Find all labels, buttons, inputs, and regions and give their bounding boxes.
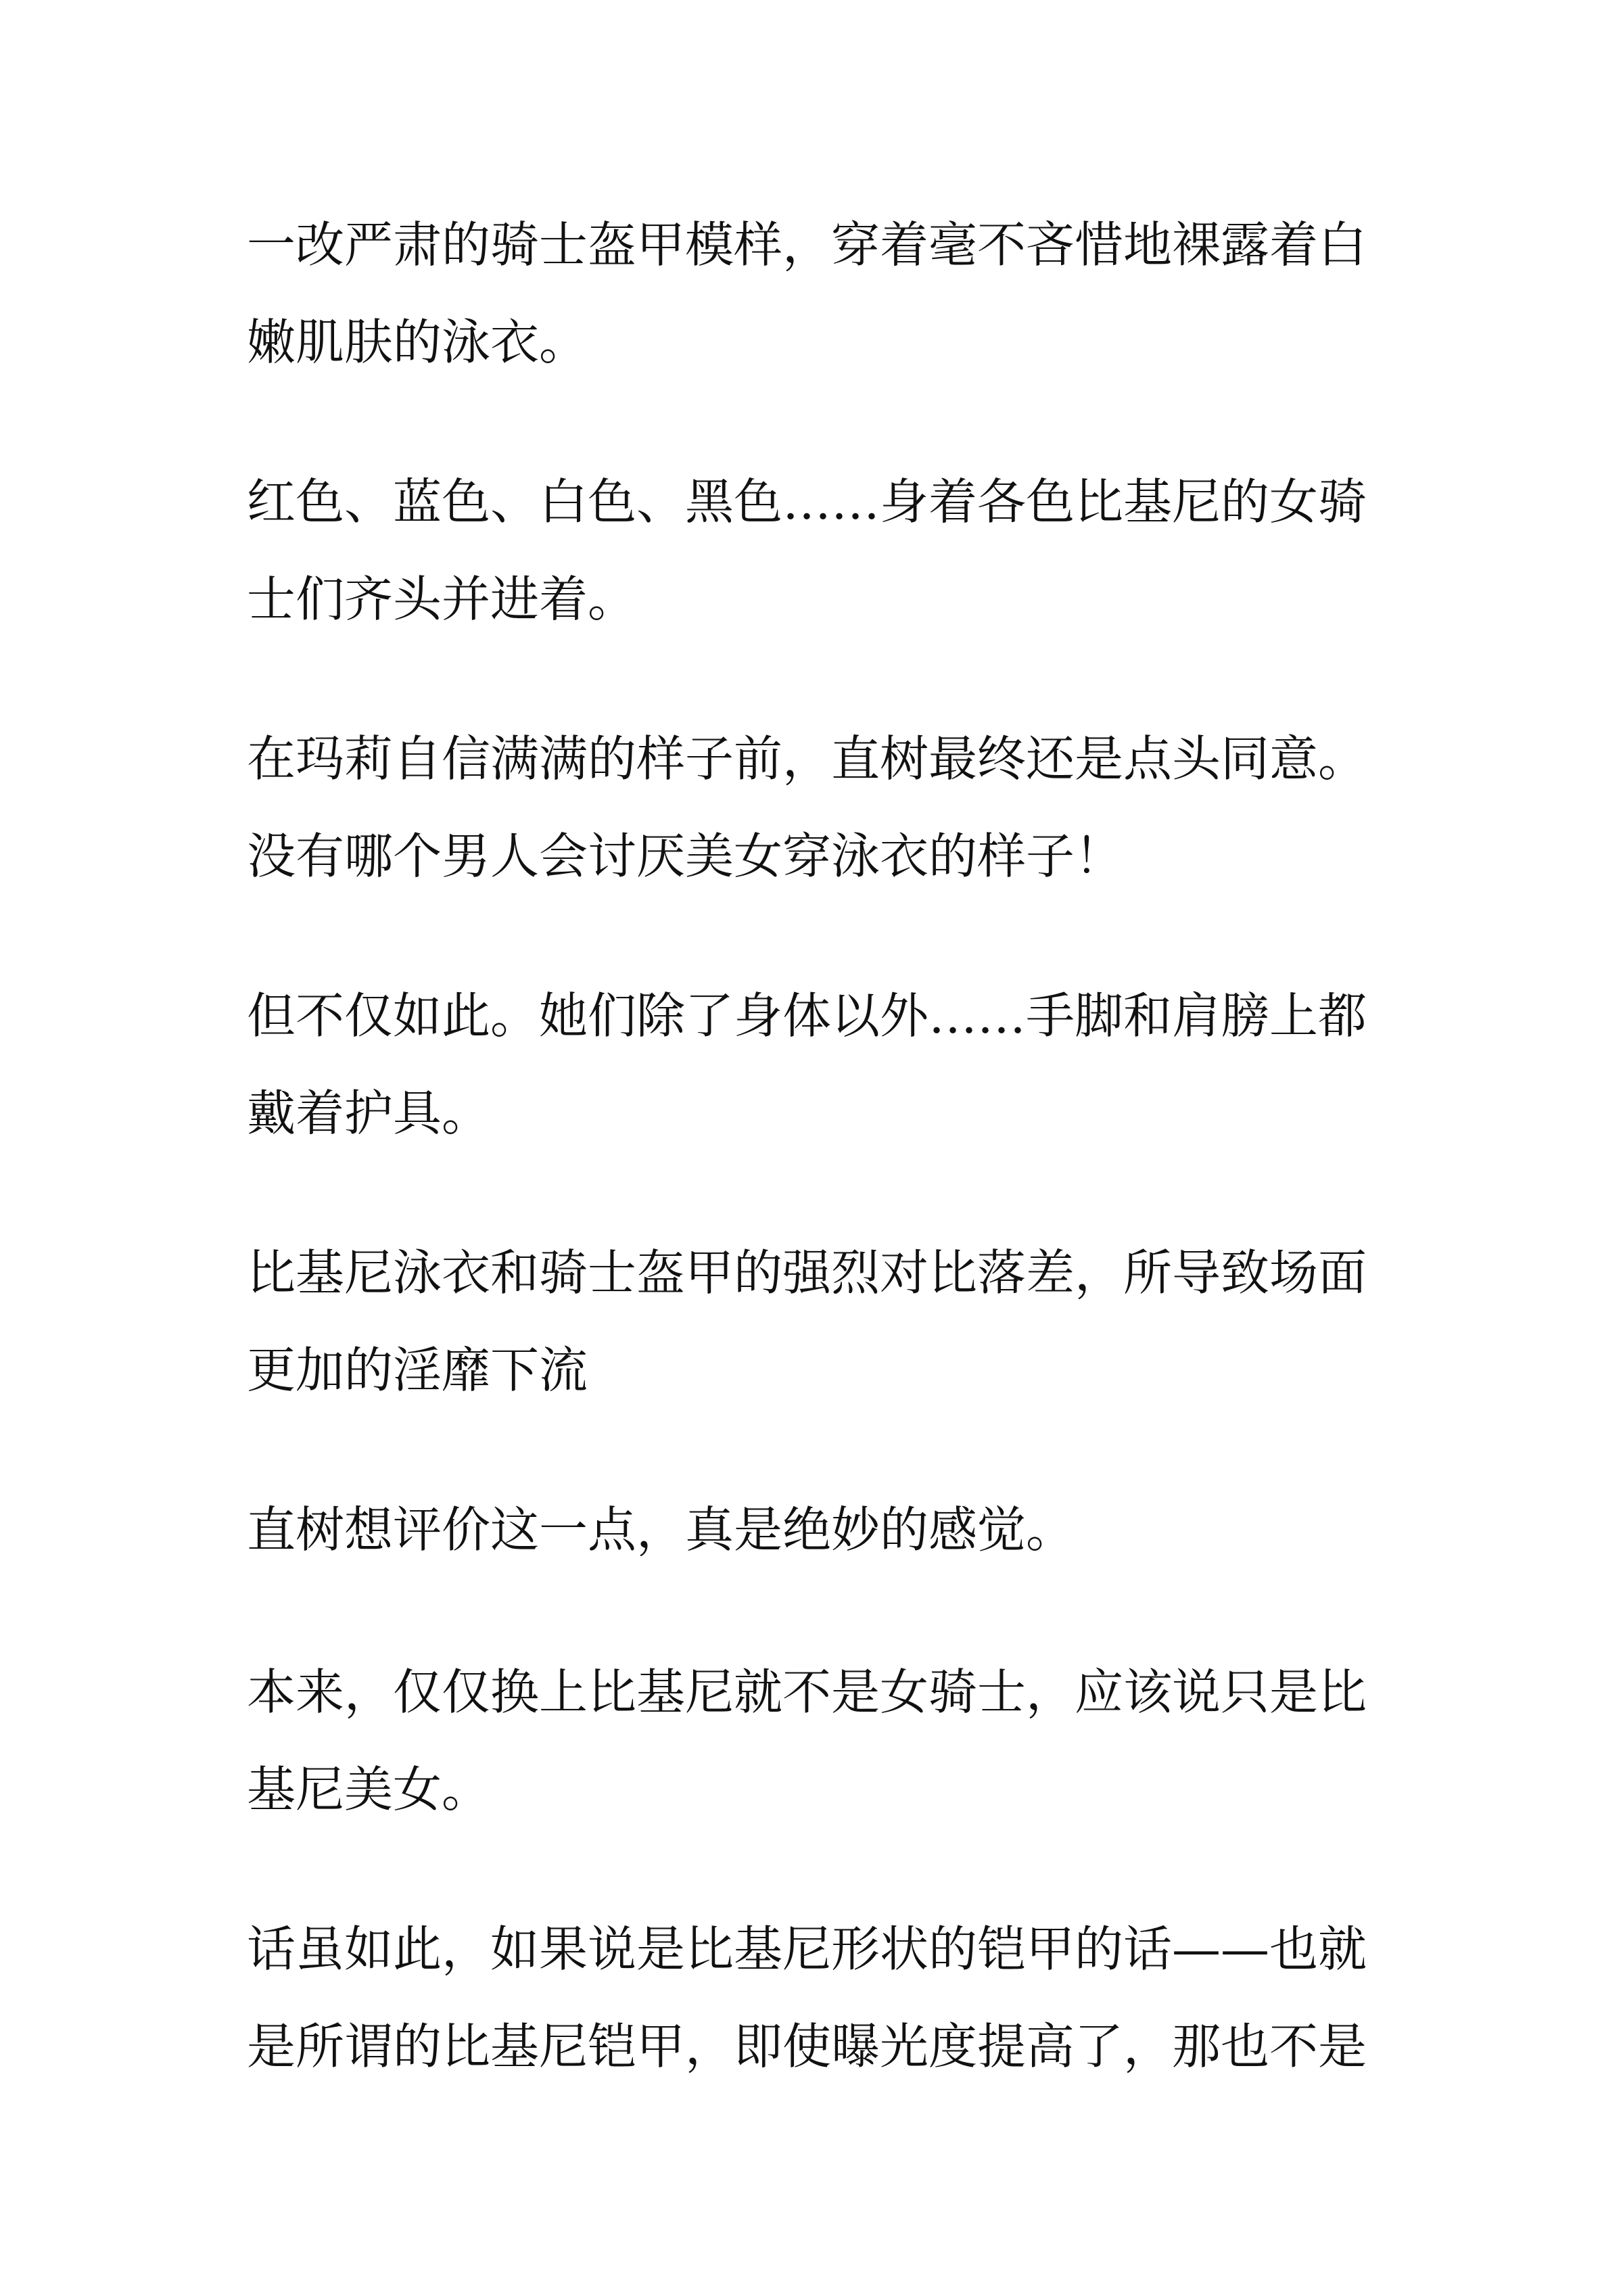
text-line: 嫩肌肤的泳衣。 xyxy=(247,314,588,371)
text-line: 但不仅如此。她们除了身体以外……手脚和肩膀上都 xyxy=(247,987,1367,1044)
paragraph-5 xyxy=(247,1224,1396,1419)
text-line: 在玛莉自信满满的样子前，直树最终还是点头同意。 xyxy=(247,730,1367,787)
text-line: 比基尼泳衣和骑士盔甲的强烈对比落差，所导致场面 xyxy=(247,1244,1367,1301)
text-line: 基尼美女。 xyxy=(247,1761,491,1818)
text-line: 士们齐头并进着。 xyxy=(247,571,637,628)
text-line: 直树想评价这一点，真是绝妙的感觉。 xyxy=(247,1501,1075,1558)
text-line: 红色、蓝色、白色、黑色……身着各色比基尼的女骑 xyxy=(247,473,1367,530)
paragraph-6 xyxy=(247,1481,1396,1578)
text-line: 更加的淫靡下流 xyxy=(247,1342,588,1399)
paragraph-4 xyxy=(247,967,1396,1162)
text-line: 戴着护具。 xyxy=(247,1085,491,1142)
text-line: 是所谓的比基尼铠甲，即使曝光度提高了，那也不是 xyxy=(247,2018,1367,2075)
paragraph-7 xyxy=(247,1643,1396,1838)
text-line: 本来，仅仅换上比基尼就不是女骑士，应该说只是比 xyxy=(247,1664,1367,1720)
text-line: 没有哪个男人会讨厌美女穿泳衣的样子！ xyxy=(247,828,1124,885)
paragraph-8 xyxy=(247,1900,1396,2095)
text-line: 话虽如此，如果说是比基尼形状的铠甲的话——也就 xyxy=(247,1921,1367,1977)
paragraph-3 xyxy=(247,710,1396,905)
text-line: 一改严肃的骑士盔甲模样，穿着毫不吝惜地裸露着白 xyxy=(247,216,1367,273)
paragraph-2 xyxy=(247,453,1396,648)
paragraph-1 xyxy=(247,196,1396,391)
